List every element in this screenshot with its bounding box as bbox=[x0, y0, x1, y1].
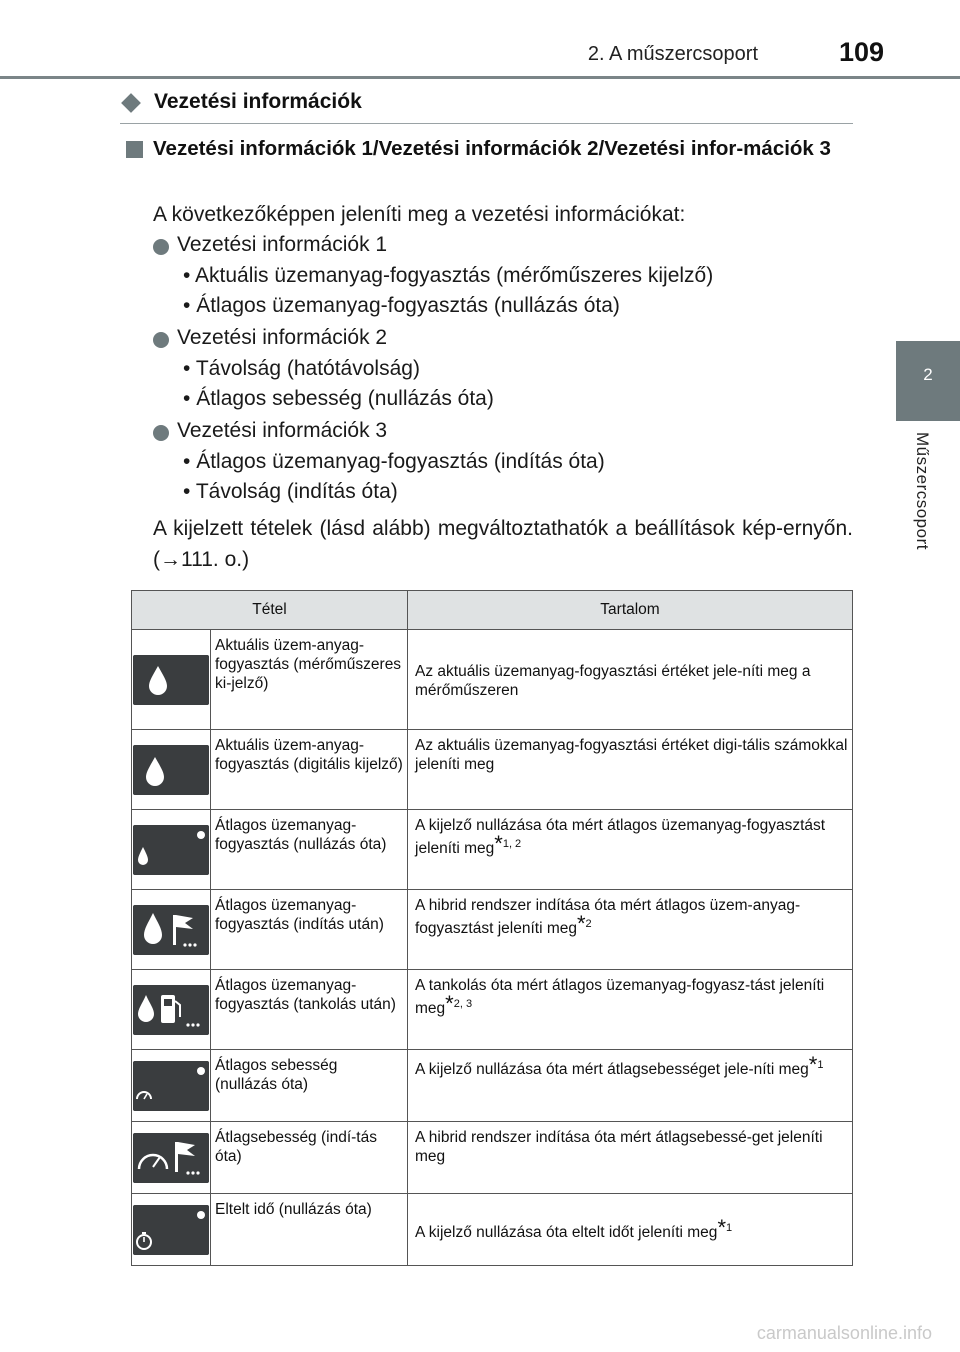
list-item: • Átlagos sebesség (nullázás óta) bbox=[183, 387, 494, 410]
table-row bbox=[132, 810, 853, 890]
table-row bbox=[132, 1122, 853, 1194]
description-cell: A tankolás óta mért átlagos üzemanyag-fogyasz-tást jeleníti meg*$^{2, 3}$ bbox=[408, 970, 853, 1050]
list-item: • Aktuális üzemanyag-fogyasztás (mérőműszeres kijelző) bbox=[183, 264, 714, 287]
fuel-drop-reset-icon bbox=[133, 825, 209, 875]
item-cell: Átlagos üzemanyag-fogyasztás (tankolás után) bbox=[211, 970, 408, 1050]
header-rule bbox=[0, 76, 960, 79]
fuel-drop-pump-icon bbox=[133, 985, 209, 1035]
footnote-ref: 1 bbox=[726, 1221, 733, 1234]
fuel-drop-flag-icon bbox=[133, 905, 209, 955]
speedometer-flag-icon bbox=[133, 1133, 209, 1183]
circle-bullet-icon bbox=[153, 332, 169, 348]
chapter-tab-label: Műszercsoport bbox=[913, 432, 932, 550]
square-bullet-icon bbox=[126, 141, 143, 158]
page-number: 109 bbox=[838, 37, 884, 67]
column-header-item: Tétel bbox=[132, 591, 408, 630]
group-title: Vezetési információk 1 bbox=[177, 233, 388, 256]
section-title: Vezetési információk bbox=[154, 90, 362, 113]
group-title: Vezetési információk 2 bbox=[177, 326, 388, 349]
page-reference-link[interactable]: 111. o.) bbox=[181, 548, 250, 571]
description-cell: Az aktuális üzemanyag-fogyasztási értéket digi-tális számokkal jeleníti meg bbox=[408, 730, 853, 810]
item-cell: Átlagsebesség (indí-tás óta) bbox=[211, 1122, 408, 1194]
fuel-drop-digital-icon bbox=[133, 745, 209, 795]
table-row bbox=[132, 730, 853, 810]
chapter-tab[interactable] bbox=[896, 341, 960, 421]
speedometer-reset-icon bbox=[133, 1061, 209, 1111]
footnote-ref: 2, 3 bbox=[453, 998, 473, 1010]
description-cell: Az aktuális üzemanyag-fogyasztási értéket jele-níti meg a mérőműszeren bbox=[408, 630, 853, 730]
item-cell: Eltelt idő (nullázás óta) bbox=[211, 1194, 408, 1266]
item-cell: Aktuális üzem-anyag-fogyasztás (mérőműszeres ki-jelző) bbox=[211, 630, 408, 730]
chapter-tab-number: 2 bbox=[923, 365, 933, 384]
description-cell: A kijelző nullázása óta mért átlagsebességet jele-níti meg*$^1$ bbox=[408, 1050, 853, 1122]
description-cell: A hibrid rendszer indítása óta mért átlagsebessé-get jeleníti meg bbox=[408, 1122, 853, 1194]
circle-bullet-icon bbox=[153, 425, 169, 441]
list-item: • Átlagos üzemanyag-fogyasztás (nullázás óta) bbox=[183, 294, 620, 317]
circle-bullet-icon bbox=[153, 239, 169, 255]
page-header bbox=[0, 0, 960, 80]
intro-text: A következőképpen jeleníti meg a vezetési információkat: bbox=[153, 203, 686, 226]
footnote-ref: 1 bbox=[817, 1059, 824, 1071]
list-item: • Távolság (hatótávolság) bbox=[183, 357, 420, 380]
watermark-text: carmanualsonline.info bbox=[756, 1323, 932, 1343]
description-cell: A kijelző nullázása óta eltelt időt jeleníti meg*$^1$ bbox=[408, 1194, 853, 1266]
diamond-bullet-icon bbox=[121, 93, 141, 113]
chapter-title: 2. A műszercsoport bbox=[587, 43, 758, 65]
closing-paragraph: A kijelzett tételek (lásd alább) megváltoztathatók a beállítások kép-ernyőn. (→111. o.) bbox=[153, 517, 853, 571]
table-row bbox=[132, 970, 853, 1050]
item-cell: Átlagos sebesség (nullázás óta) bbox=[211, 1050, 408, 1122]
subsection-title: Vezetési információk 1/Vezetési információk 2/Vezetési infor-mációk 3 bbox=[153, 137, 831, 160]
table-row bbox=[132, 1194, 853, 1266]
table-row bbox=[132, 890, 853, 970]
item-cell: Átlagos üzemanyag-fogyasztás (indítás után) bbox=[211, 890, 408, 970]
table-header-row bbox=[132, 591, 853, 630]
section-heading bbox=[120, 89, 853, 124]
list-item: • Távolság (indítás óta) bbox=[183, 480, 398, 503]
item-cell: Aktuális üzem-anyag-fogyasztás (digitális kijelző) bbox=[211, 730, 408, 810]
description-cell: A kijelző nullázása óta mért átlagos üzemanyag-fogyasztást jeleníti meg*$^{1, 2}$ bbox=[408, 810, 853, 890]
arrow-right-icon: → bbox=[160, 548, 181, 571]
fuel-drop-gauge-icon bbox=[133, 655, 209, 705]
table-row bbox=[132, 1050, 853, 1122]
list-item: • Átlagos üzemanyag-fogyasztás (indítás óta) bbox=[183, 450, 605, 473]
column-header-content: Tartalom bbox=[408, 591, 853, 630]
description-cell: A hibrid rendszer indítása óta mért átlagos üzem-anyag-fogyasztást jeleníti meg*$^2$ bbox=[408, 890, 853, 970]
group-title: Vezetési információk 3 bbox=[177, 419, 388, 442]
item-cell: Átlagos üzemanyag-fogyasztás (nullázás óta) bbox=[211, 810, 408, 890]
footnote-ref: 1, 2 bbox=[502, 838, 522, 850]
footnote-ref: 2 bbox=[585, 918, 592, 930]
stopwatch-reset-icon bbox=[133, 1205, 209, 1255]
table-row bbox=[132, 630, 853, 730]
info-table bbox=[131, 590, 853, 1266]
